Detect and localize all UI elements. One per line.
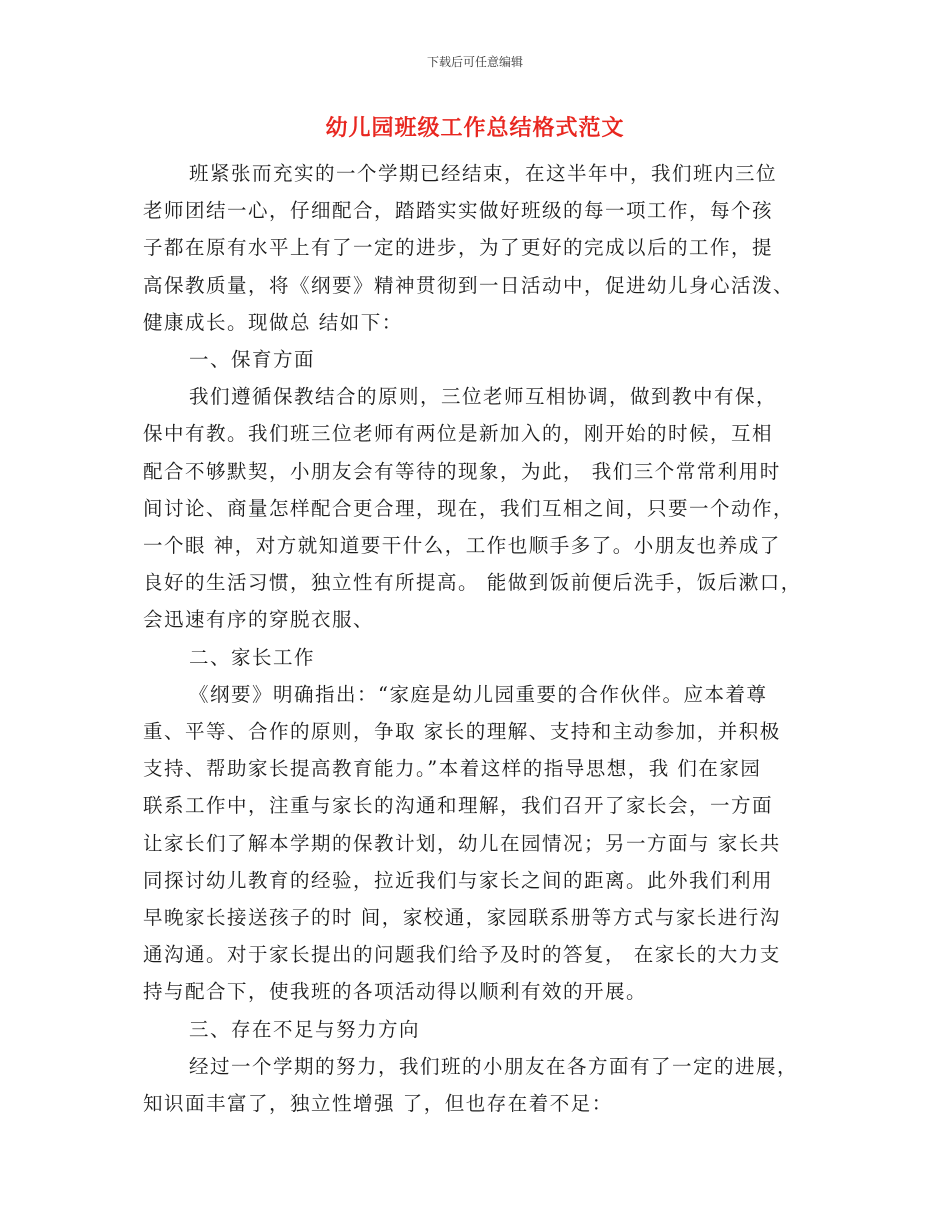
text-line: 高保教质量，将《纲要》精神贯彻到一日活动中，促进幼儿身心活泼、 bbox=[143, 273, 795, 297]
section-heading-parents: 二、家长工作 bbox=[189, 645, 316, 669]
text-line: 联系工作中，注重与家长的沟通和理解，我们召开了家长会，一方面 bbox=[143, 794, 774, 818]
text-line: 持与配合下，使我班的各项活动得以顺利有效的开展。 bbox=[143, 980, 648, 1004]
text-line: 班紧张而充实的一个学期已经结束，在这半年中，我们班内三位 bbox=[189, 162, 778, 185]
text-line: 配合不够默契，小朋友会有等待的现象，为此， 我们三个常常利用时 bbox=[143, 459, 781, 483]
section-paragraph-shortcomings bbox=[143, 1048, 823, 1122]
text-line: 会迅速有序的穿脱衣服、 bbox=[143, 608, 375, 632]
text-line: 让家长们了解本学期的保教计划，幼儿在园情况；另一方面与 家长共 bbox=[143, 831, 781, 855]
text-line: 健康成长。现做总 结如下： bbox=[143, 310, 403, 334]
text-line: 《纲要》明确指出：“家庭是幼儿园重要的合作伙伴。应本着尊 bbox=[189, 682, 768, 706]
text-line: 老师团结一心，仔细配合，踏踏实实做好班级的每一项工作，每个孩 bbox=[143, 199, 774, 223]
section-heading-shortcomings: 三、存在不足与努力方向 bbox=[189, 1017, 421, 1041]
text-line: 间讨论、商量怎样配合更合理，现在，我们互相之间，只要一个动作， bbox=[143, 496, 795, 520]
text-line: 早晚家长接送孩子的时 间，家校通，家园联系册等方式与家长进行沟 bbox=[143, 906, 781, 930]
text-line: 良好的生活习惯，独立性有所提高。 能做到饭前便后洗手，饭后漱口， bbox=[143, 571, 802, 595]
intro-paragraph bbox=[143, 155, 823, 341]
text-line: 一个眼 神，对方就知道要干什么，工作也顺手多了。小朋友也养成了 bbox=[143, 534, 781, 558]
section-heading-care: 一、保育方面 bbox=[189, 348, 316, 372]
document-title: 幼儿园班级工作总结格式范文 bbox=[325, 116, 625, 141]
text-line: 子都在原有水平上有了一定的进步，为了更好的完成以后的工作，提 bbox=[143, 236, 774, 260]
text-line: 重、平等、合作的原则，争取 家长的理解、支持和主动参加，并积极 bbox=[143, 720, 781, 744]
header-note: 下载后可任意编辑 bbox=[426, 55, 523, 69]
text-line: 同探讨幼儿教育的经验，拉近我们与家长之间的距离。此外我们利用 bbox=[143, 868, 774, 892]
text-line: 支持、帮助家长提高教育能力。”本着这样的指导思想，我 们在家园 bbox=[143, 757, 762, 781]
text-line: 知识面丰富了，独立性增强 了，但也存在着不足： bbox=[143, 1092, 613, 1116]
text-line: 经过一个学期的努力，我们班的小朋友在各方面有了一定的进展， bbox=[189, 1054, 799, 1078]
document-body bbox=[143, 155, 823, 1122]
section-paragraph-parents bbox=[143, 676, 823, 1011]
text-line: 保中有教。我们班三位老师有两位是新加入的，刚开始的时候，互相 bbox=[143, 422, 774, 446]
section-paragraph-care bbox=[143, 378, 823, 638]
text-line: 通沟通。对于家长提出的问题我们给予及时的答复， 在家长的大力支 bbox=[143, 943, 781, 967]
text-line: 我们遵循保教结合的原则，三位老师互相协调，做到教中有保， bbox=[189, 385, 778, 409]
